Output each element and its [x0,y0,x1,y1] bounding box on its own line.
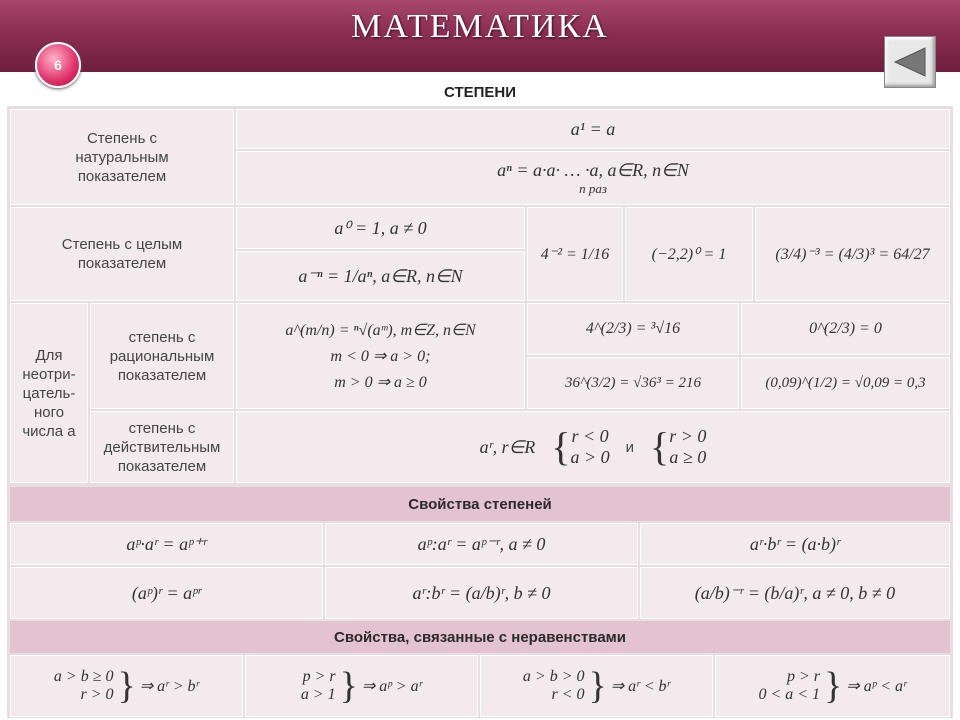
inequality-3-cond-1: a > b > 0 [522,668,585,685]
back-button[interactable] [884,36,936,88]
header-banner [0,0,960,72]
formula-property-6: (a/b)⁻ʳ = (b/a)ʳ, a ≠ 0, b ≠ 0 [694,582,896,603]
formula-property-2: aᵖ:aʳ = aᵖ⁻ʳ, a ≠ 0 [417,533,546,554]
formula-rational-2: m < 0 ⇒ a > 0; [330,348,431,365]
inequality-4: p > r 0 < a < 1 } ⇒ aᵖ < aʳ [715,655,950,717]
integer-exponent-label-text: Степень с целым показателем [61,236,183,272]
rational-exponent-label-text: степень с рациональным показателем [109,328,215,384]
natural-def-1 [236,109,950,149]
formula-natural-1: a¹ = a [570,118,616,139]
nonnegative-label-text: Для неотри-цатель-ного числа a [22,346,76,440]
rational-exponent-label [90,303,234,409]
inequality-4-result: ⇒ aᵖ < aʳ [846,678,907,695]
integer-def-2 [236,251,525,301]
inequality-1: a > b ≥ 0 r > 0 } ⇒ aʳ > bʳ [10,655,243,717]
real-system-1-line-2: a > 0 [570,447,610,467]
inequality-4-cond-1: p > r [787,668,821,685]
property-4 [10,567,323,619]
integer-example-3 [755,207,950,301]
integer-exponent-label [10,207,234,301]
formula-integer-2: a⁻ⁿ = 1/aⁿ, a∈R, n∈N [298,265,463,286]
formula-natural-2-underbrace: n раз [579,180,607,196]
inequalities-header: Свойства, связанные с неравенствами [10,621,950,653]
integer-example-2 [625,207,753,301]
property-6 [640,567,950,619]
integer-example-1 [527,207,623,301]
formula-natural-2: aⁿ = a·a· … ·a, a∈R, n∈N [497,159,689,180]
natural-def-2 [236,151,950,205]
inequality-1-cond-2: r > 0 [80,686,114,703]
property-5 [325,567,638,619]
nonnegative-label [10,303,88,483]
example-integer-1: 4⁻² = 1/16 [540,246,610,263]
real-exponent-label-text: степень с действительным показателем [103,419,221,475]
rational-example-4 [741,357,950,409]
natural-exponent-label-text: Степень с натуральным показателем [75,129,169,185]
example-integer-3: (3/4)⁻³ = (4/3)³ = 64/27 [775,246,930,263]
inequality-1-result: ⇒ aʳ > bʳ [139,678,200,695]
example-rational-1: 4^(2/3) = ³√16 [585,320,681,337]
formula-real-1: aʳ, r∈R [479,436,536,457]
inequality-2-cond-2: a > 1 [300,686,336,703]
real-system-2-line-1: r > 0 [669,426,707,446]
properties-header: Свойства степеней [10,487,950,521]
inequality-2-cond-1: p > r [302,668,336,685]
inequality-3: a > b > 0 r < 0 } ⇒ aʳ < bʳ [480,655,713,717]
real-system-2: { r > 0 a ≥ 0 [650,424,707,469]
page-number-badge: 6 [35,42,81,88]
triangle-left-icon [892,46,928,78]
property-1 [10,523,323,565]
inequality-2-result: ⇒ aᵖ > aʳ [361,678,423,695]
inequality-1-cond-1: a > b ≥ 0 [53,668,114,685]
inequality-3-result: ⇒ aʳ < bʳ [610,678,671,695]
real-and-word: и [625,438,635,456]
example-rational-3: 36^(3/2) = √36³ = 216 [565,374,701,391]
formula-integer-1: a⁰ = 1, a ≠ 0 [334,217,427,238]
powers-table [7,106,953,718]
formula-property-5: aʳ:bʳ = (a/b)ʳ, b ≠ 0 [412,582,551,603]
rational-definition [236,303,525,409]
inequality-2: p > r a > 1 } ⇒ aᵖ > aʳ [245,655,478,717]
example-integer-2: (−2,2)⁰ = 1 [651,246,727,263]
formula-property-3: aʳ·bʳ = (a·b)ʳ [749,533,841,554]
real-exponent-definition [236,411,950,483]
real-exponent-label [90,411,234,483]
real-system-1: { r < 0 a > 0 [551,424,610,469]
rational-example-2 [741,303,950,355]
natural-exponent-label [10,109,234,205]
inequality-4-cond-2: 0 < a < 1 [758,686,821,703]
formula-rational-3: m > 0 ⇒ a ≥ 0 [334,374,427,391]
formula-property-1: aᵖ·aʳ = aᵖ⁺ʳ [126,533,207,554]
integer-def-1 [236,207,525,249]
property-3 [640,523,950,565]
rational-example-3 [527,357,739,409]
page-heading: СТЕПЕНИ [443,84,517,101]
inequality-3-cond-2: r < 0 [551,686,585,703]
example-rational-4: (0,09)^(1/2) = √0,09 = 0,3 [765,374,926,391]
formula-rational-1: a^(m/n) = ⁿ√(aᵐ), m∈Z, n∈N [285,322,476,339]
real-system-1-line-1: r < 0 [571,426,609,446]
example-rational-2: 0^(2/3) = 0 [809,320,882,337]
formula-property-4: (aᵖ)ʳ = aᵖʳ [131,582,202,603]
real-system-2-line-2: a ≥ 0 [669,447,707,467]
app-title: МАТЕМАТИКА [351,8,609,45]
rational-example-1 [527,303,739,355]
property-2 [325,523,638,565]
